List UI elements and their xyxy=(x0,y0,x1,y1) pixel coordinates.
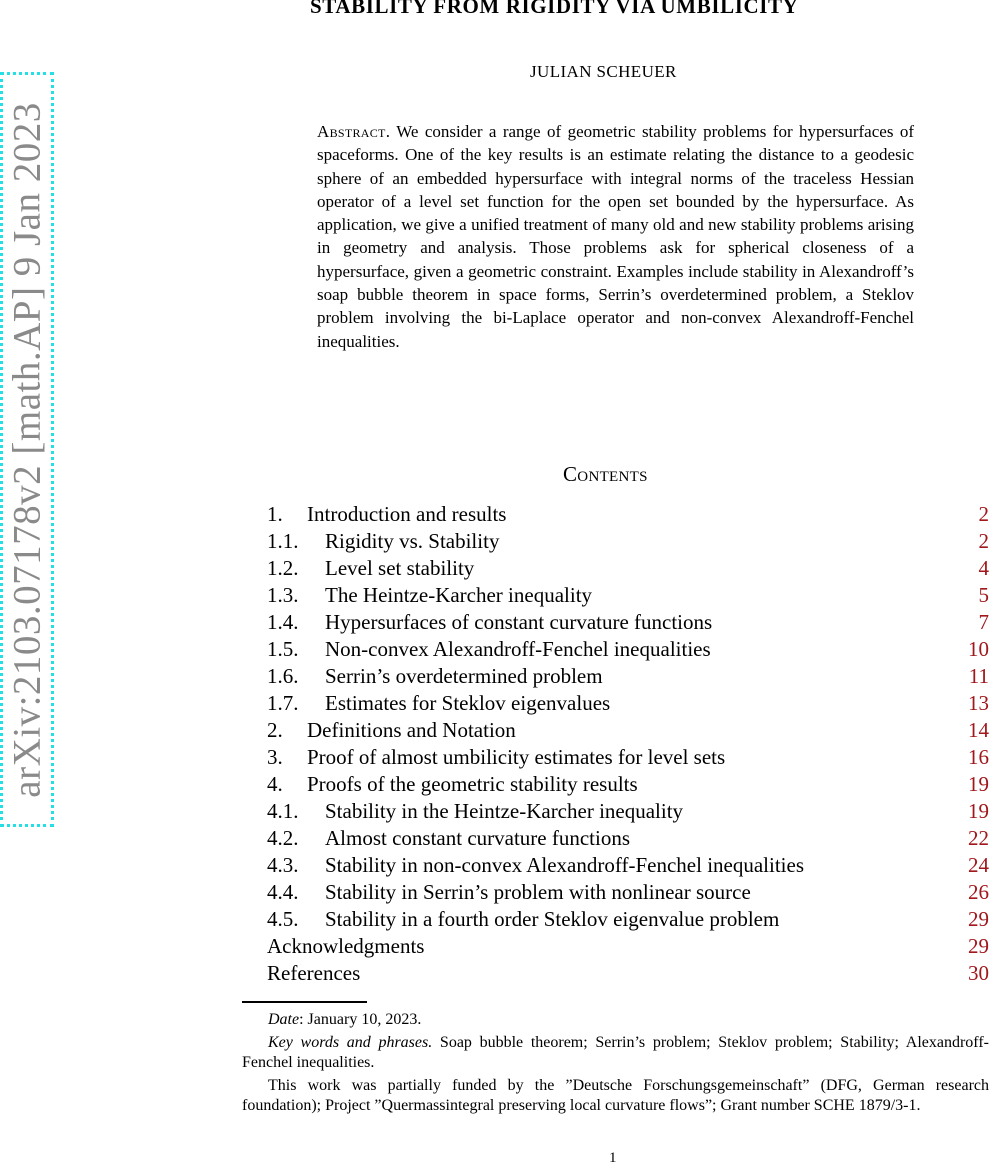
toc-page-link[interactable]: 30 xyxy=(968,960,989,987)
toc-entry[interactable] xyxy=(267,636,989,663)
toc-entry-title[interactable]: Rigidity vs. Stability xyxy=(325,528,499,555)
toc-page-link[interactable]: 19 xyxy=(968,798,989,825)
toc-page-link[interactable]: 26 xyxy=(968,879,989,906)
toc-entry-title[interactable]: Introduction and results xyxy=(307,501,506,528)
toc-page-link[interactable]: 29 xyxy=(968,906,989,933)
toc-entry[interactable] xyxy=(267,744,989,771)
toc-entry-number: 4.5. xyxy=(267,906,299,933)
toc-entry[interactable] xyxy=(267,933,989,960)
toc-entry[interactable] xyxy=(267,663,989,690)
footnote-date xyxy=(242,1010,989,1031)
toc-entry-number: 2. xyxy=(267,717,283,744)
toc-entry-title[interactable]: Acknowledgments xyxy=(267,933,424,960)
toc-page-link[interactable]: 24 xyxy=(968,852,989,879)
toc-entry-number: 4.1. xyxy=(267,798,299,825)
toc-entry[interactable] xyxy=(267,852,989,879)
keywords-value: Soap bubble theorem; Serrin’s problem; Steklov problem; Stability; Alexandroff-Fenchel inequalities. xyxy=(242,1034,989,1072)
toc-entry[interactable] xyxy=(267,501,989,528)
toc-entry[interactable] xyxy=(267,825,989,852)
toc-entry-title[interactable]: The Heintze-Karcher inequality xyxy=(325,582,592,609)
author-name: JULIAN SCHEUER xyxy=(530,62,677,82)
toc-page-link[interactable]: 13 xyxy=(968,690,989,717)
page-number: 1 xyxy=(609,1150,617,1167)
toc-entry[interactable] xyxy=(267,717,989,744)
contents-heading: Contents xyxy=(563,462,648,487)
table-of-contents xyxy=(267,501,989,987)
toc-entry-title[interactable]: Non-convex Alexandroff-Fenchel inequalities xyxy=(325,636,711,663)
abstract-label: Abstract. xyxy=(317,122,390,141)
toc-entry-title[interactable]: Proofs of the geometric stability results xyxy=(307,771,638,798)
toc-entry[interactable] xyxy=(267,528,989,555)
date-value: : January 10, 2023. xyxy=(299,1011,421,1028)
toc-entry[interactable] xyxy=(267,771,989,798)
toc-entry[interactable] xyxy=(267,690,989,717)
toc-entry[interactable] xyxy=(267,555,989,582)
footnote-keywords xyxy=(242,1033,989,1074)
toc-page-link[interactable]: 11 xyxy=(969,663,989,690)
toc-entry-number: 1.5. xyxy=(267,636,299,663)
toc-entry-number: 3. xyxy=(267,744,283,771)
toc-entry-title[interactable]: Serrin’s overdetermined problem xyxy=(325,663,603,690)
date-label: Date xyxy=(268,1011,299,1028)
toc-page-link[interactable]: 14 xyxy=(968,717,989,744)
toc-entry-number: 1.4. xyxy=(267,609,299,636)
abstract xyxy=(317,120,914,353)
toc-entry-number: 1.3. xyxy=(267,582,299,609)
footnote-rule xyxy=(242,1001,367,1003)
toc-entry-title[interactable]: Stability in Serrin’s problem with nonlinear source xyxy=(325,879,751,906)
toc-entry-number: 1.7. xyxy=(267,690,299,717)
toc-entry-title[interactable]: Stability in the Heintze-Karcher inequality xyxy=(325,798,683,825)
toc-entry-title[interactable]: References xyxy=(267,960,360,987)
toc-entry-number: 1.1. xyxy=(267,528,299,555)
toc-entry-number: 1. xyxy=(267,501,283,528)
toc-entry-title[interactable]: Stability in non-convex Alexandroff-Fenchel inequalities xyxy=(325,852,804,879)
footnote-funding: This work was partially funded by the ”Deutsche Forschungsgemeinschaft” (DFG, German research foundation); Project ”Quermassintegral preserving local curvature flows”; Grant number SCHE 1879/3-1. xyxy=(242,1076,989,1117)
toc-entry-title[interactable]: Almost constant curvature functions xyxy=(325,825,630,852)
toc-entry-number: 4. xyxy=(267,771,283,798)
toc-entry-title[interactable]: Hypersurfaces of constant curvature functions xyxy=(325,609,712,636)
toc-entry-number: 4.2. xyxy=(267,825,299,852)
toc-entry-number: 1.6. xyxy=(267,663,299,690)
arxiv-identifier-stamp[interactable] xyxy=(0,72,54,827)
toc-entry-title[interactable]: Stability in a fourth order Steklov eigenvalue problem xyxy=(325,906,779,933)
toc-entry-title[interactable]: Definitions and Notation xyxy=(307,717,516,744)
toc-page-link[interactable]: 22 xyxy=(968,825,989,852)
toc-entry[interactable] xyxy=(267,906,989,933)
toc-page-link[interactable]: 4 xyxy=(979,555,989,582)
toc-entry-number: 1.2. xyxy=(267,555,299,582)
toc-entry-title[interactable]: Estimates for Steklov eigenvalues xyxy=(325,690,610,717)
toc-entry[interactable] xyxy=(267,798,989,825)
toc-entry-title[interactable]: Level set stability xyxy=(325,555,474,582)
keywords-label: Key words and phrases. xyxy=(268,1034,432,1051)
toc-page-link[interactable]: 29 xyxy=(968,933,989,960)
toc-page-link[interactable]: 2 xyxy=(979,528,989,555)
footnotes xyxy=(242,1010,989,1119)
toc-page-link[interactable]: 7 xyxy=(979,609,989,636)
toc-entry[interactable] xyxy=(267,960,989,987)
toc-page-link[interactable]: 5 xyxy=(979,582,989,609)
toc-entry[interactable] xyxy=(267,609,989,636)
arxiv-identifier-text: arXiv:2103.07178v2 [math.AP] 9 Jan 2023 xyxy=(5,102,50,797)
toc-entry-title[interactable]: Proof of almost umbilicity estimates for level sets xyxy=(307,744,725,771)
toc-page-link[interactable]: 10 xyxy=(968,636,989,663)
paper-title: STABILITY FROM RIGIDITY VIA UMBILICITY xyxy=(310,0,930,19)
toc-entry-number: 4.3. xyxy=(267,852,299,879)
abstract-text: We consider a range of geometric stability problems for hypersurfaces of spaceforms. One of the key results is an estimate relating the distance to a geodesic sphere of an embedded hypersurface with integral norms of the traceless Hessian operator of a level set function for the open set bounded by the hypersurface. As application, we give a unified treatment of many old and new stability problems arising in geometry and analysis. Those problems ask for spherical closeness of a hypersurface, given a geometric constraint. Examples include stability in Alexandroff’s soap bubble theorem in space forms, Serrin’s overdetermined problem, a Steklov problem involving the bi-Laplace operator and non-convex Alexandroff-Fenchel inequalities. xyxy=(317,122,914,351)
toc-entry-number: 4.4. xyxy=(267,879,299,906)
toc-entry[interactable] xyxy=(267,879,989,906)
toc-page-link[interactable]: 19 xyxy=(968,771,989,798)
toc-page-link[interactable]: 16 xyxy=(968,744,989,771)
toc-entry[interactable] xyxy=(267,582,989,609)
toc-page-link[interactable]: 2 xyxy=(979,501,989,528)
